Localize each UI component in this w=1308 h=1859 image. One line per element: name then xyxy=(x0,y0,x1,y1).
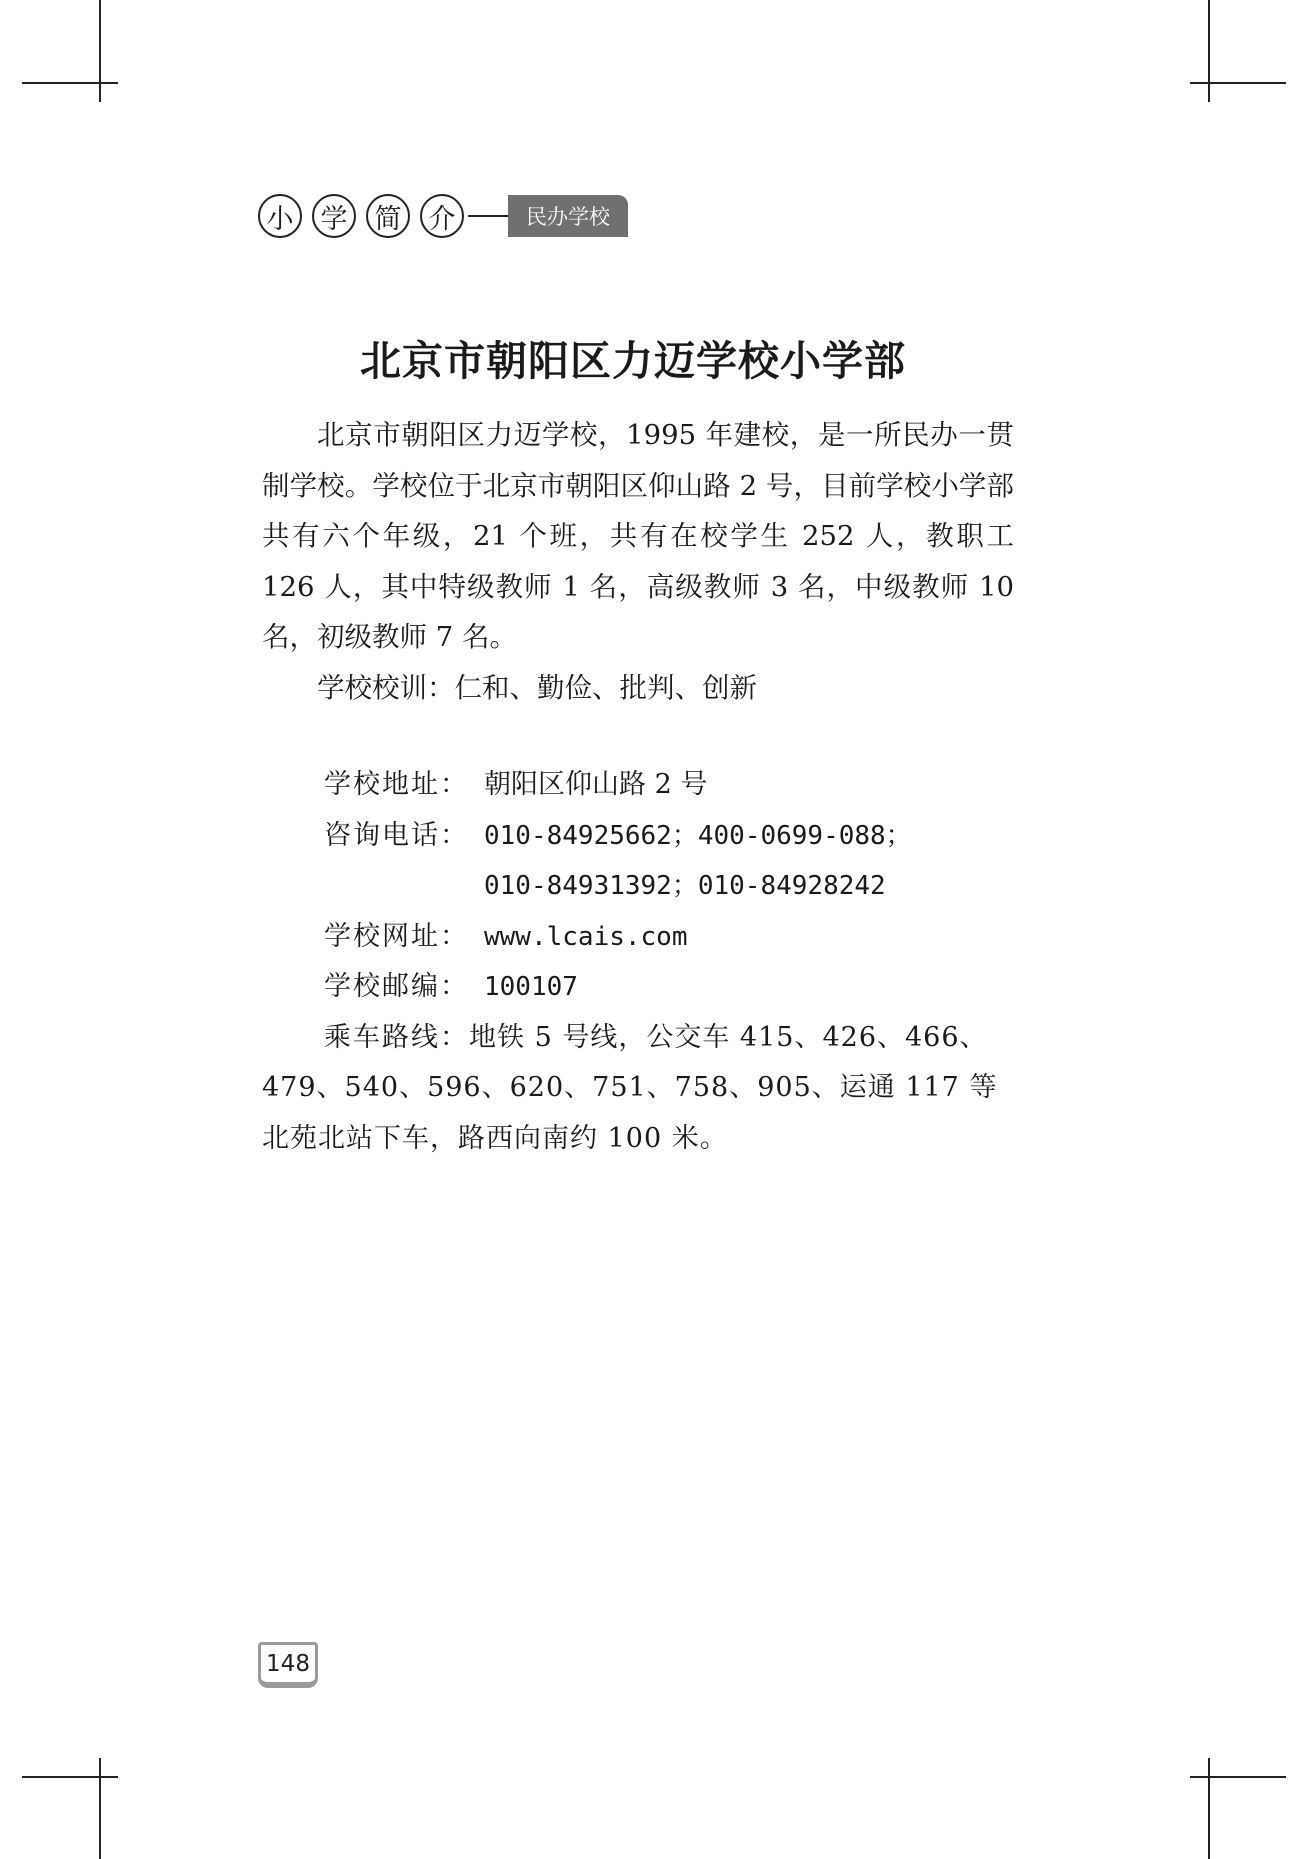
header-connector-line xyxy=(468,215,508,217)
header-char: 学 xyxy=(312,194,356,238)
crop-mark xyxy=(22,1776,118,1778)
crop-mark xyxy=(1208,0,1210,102)
address-label: 学校地址： xyxy=(324,769,469,800)
crop-mark xyxy=(22,82,118,84)
route-row xyxy=(262,1013,1014,1165)
postcode-value: 100107 xyxy=(484,972,578,1002)
section-header xyxy=(258,192,628,240)
crop-mark xyxy=(1208,1758,1210,1859)
crop-mark xyxy=(99,0,101,102)
intro-text xyxy=(262,410,1014,713)
route-value: 地铁 5 号线，公交车 415、426、466、479、540、596、620、751、758、905、运通 117 等北苑北站下车，路西向南约 100 米。 xyxy=(262,1021,998,1154)
phone-value-continued: 010-84931392；010-84928242 xyxy=(484,871,886,901)
category-tag: 民办学校 xyxy=(508,195,628,237)
website-row xyxy=(262,912,1014,963)
postcode-label: 学校邮编： xyxy=(324,971,469,1002)
address-row xyxy=(262,760,1014,811)
route-label: 乘车路线： xyxy=(324,1021,469,1053)
header-char: 介 xyxy=(420,194,464,238)
page-number: 148 xyxy=(258,1642,318,1688)
header-char: 小 xyxy=(258,194,302,238)
motto-paragraph: 学校校训：仁和、勤俭、批判、创新 xyxy=(317,671,757,704)
crop-mark xyxy=(1190,82,1286,84)
phone-row xyxy=(262,811,1014,862)
intro-paragraph: 北京市朝阳区力迈学校，1995 年建校，是一所民办一贯制学校。学校位于北京市朝阳区仰山路 2 号，目前学校小学部共有六个年级，21 个班，共有在校学生 252 人，教职工 126 人，其中特级教师 1 名，高级教师 3 名，中级教师 10 名，初级教师 7 名。 xyxy=(262,419,1014,653)
address-value: 朝阳区仰山路 2 号 xyxy=(484,769,708,800)
phone-value: 010-84925662；400-0699-088； xyxy=(484,820,912,851)
phone-label: 咨询电话： xyxy=(324,819,469,851)
crop-mark xyxy=(99,1758,101,1859)
postcode-row xyxy=(262,962,1014,1013)
website-label: 学校网址： xyxy=(324,920,469,952)
page-title: 北京市朝阳区力迈学校小学部 xyxy=(360,337,906,385)
crop-mark xyxy=(1190,1776,1286,1778)
contact-info xyxy=(262,760,1014,1164)
website-value: www.lcais.com xyxy=(484,921,688,952)
header-char: 简 xyxy=(366,194,410,238)
